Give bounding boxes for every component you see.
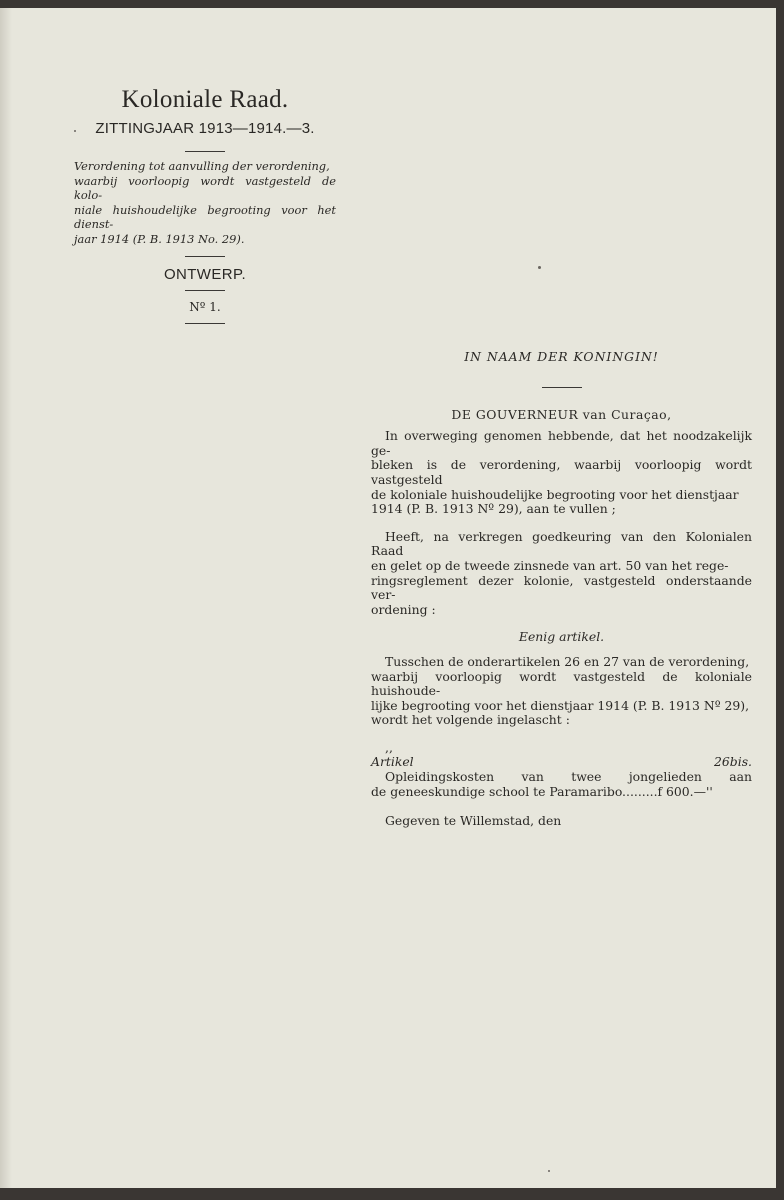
- caption-line: jaar 1914 (P. B. 1913 No. 29).: [74, 231, 245, 246]
- text-line: lijke begrooting voor het dienstjaar 1914 (P. B. 1913 Nº 29),: [371, 697, 750, 713]
- text-line: bleken is de verordening, waarbij voorloopig wordt vastgesteld: [371, 457, 752, 487]
- text-line: waarbij voorloopig wordt vastgesteld de koloniale huishoude-: [371, 668, 752, 699]
- text-line: [371, 741, 752, 785]
- text-line: wordt het volgende ingelascht :: [371, 712, 570, 728]
- speck: [74, 130, 76, 132]
- text-line: In overweging genomen hebbende, dat het noodzakelijk ge-: [371, 428, 752, 458]
- inserted-article: [371, 741, 752, 799]
- ordinance-body: [371, 350, 752, 829]
- text-line: de koloniale huishoudelijke begrooting voor het dienstjaar: [371, 486, 739, 502]
- divider: [185, 323, 225, 324]
- caption-line: Verordening tot aanvulling der verordening,: [74, 159, 330, 173]
- header-block: [70, 82, 340, 324]
- text-line: 1914 (P. B. 1913 Nº 29), aan te vullen ;: [371, 501, 616, 517]
- session-year: ZITTINGJAAR 1913—1914.—3.: [95, 120, 315, 137]
- speck: [538, 266, 541, 269]
- divider: [185, 256, 225, 257]
- article-text: Opleidingskosten van twee jongelieden aan: [385, 769, 752, 785]
- divider: [542, 387, 582, 388]
- council-title: Koloniale Raad.: [121, 86, 289, 113]
- quote-mark: ,,: [385, 739, 393, 755]
- text-line: Tusschen de onderartikelen 26 en 27 van de verordening,: [385, 653, 750, 669]
- enactment-paragraph: [371, 530, 752, 618]
- draft-label: ONTWERP.: [163, 266, 247, 283]
- caption-line: waarbij voorloopig wordt vastgesteld de kolo-: [74, 173, 336, 202]
- speck: [548, 1170, 550, 1172]
- text-line: ringsreglement dezer kolonie, vastgesteld onderstaande ver-: [371, 572, 752, 603]
- article-reference: Artikel 26bis.: [371, 754, 752, 770]
- considering-paragraph: [371, 429, 752, 517]
- divider: [185, 290, 225, 291]
- royal-heading: IN NAAM DER KONINGIN!: [464, 349, 659, 364]
- document-number: Nº 1.: [189, 300, 221, 314]
- page-fold-shadow: [0, 8, 12, 1188]
- caption-line: niale huishoudelijke begrooting voor het dienst-: [74, 202, 336, 231]
- governor-line: DE GOUVERNEUR van Curaçao,: [451, 406, 672, 422]
- text-line: en gelet op de tweede zinsnede van art. 50 van het rege-: [371, 557, 729, 573]
- text-line: ordening :: [371, 601, 436, 617]
- signing-place: Gegeven te Willemstad, den: [385, 813, 562, 829]
- article-paragraph: [371, 655, 752, 728]
- text-line: de geneeskundige school te Paramaribo.........f 600.—'': [371, 783, 713, 799]
- ordinance-caption: [70, 159, 340, 246]
- article-title: Eenig artikel.: [518, 629, 605, 645]
- text-line: Heeft, na verkregen goedkeuring van den Kolonialen Raad: [371, 528, 752, 559]
- document-page: [0, 8, 776, 1188]
- divider: [185, 151, 225, 152]
